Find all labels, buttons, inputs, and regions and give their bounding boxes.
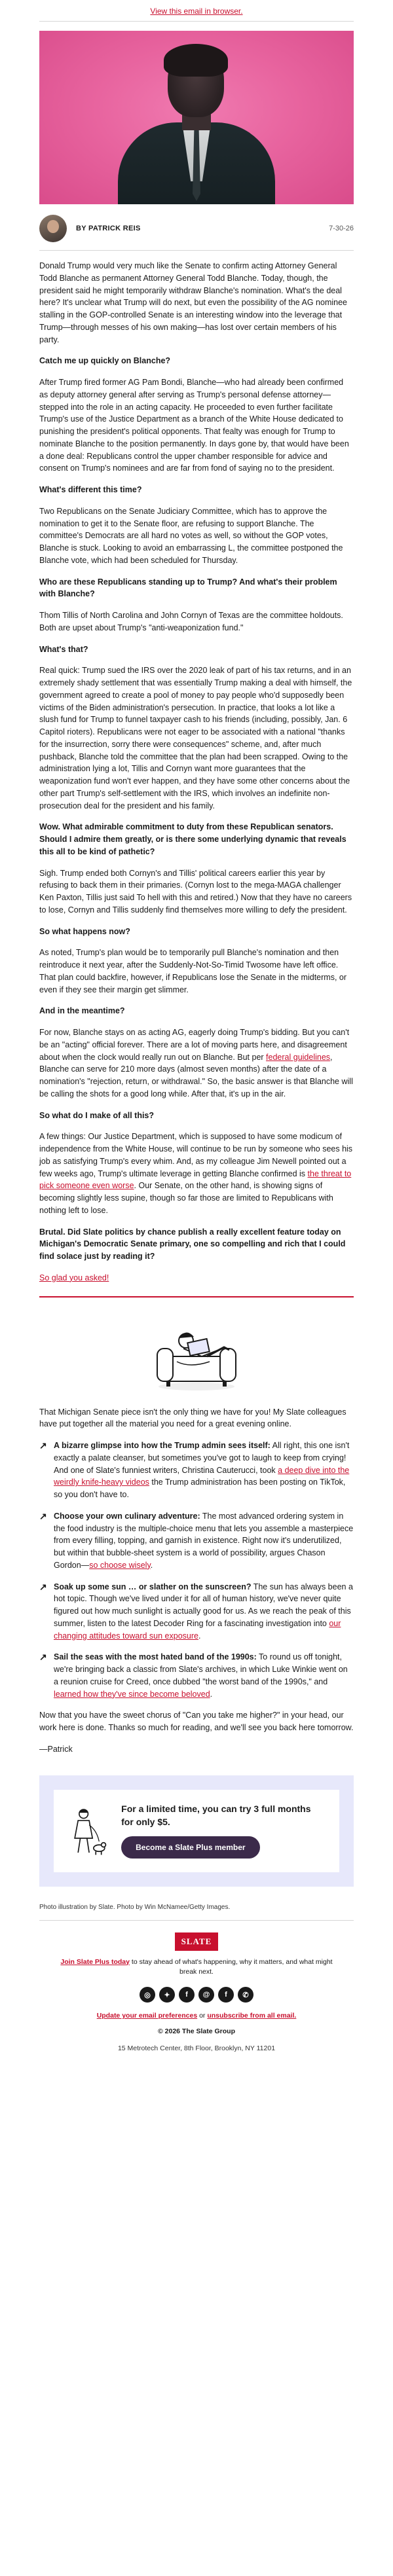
answer-7-text-b: , Blanche can serve for 210 more days (almost seven months) after the date of a nomination's "rejection, return, or withdrawal." So, the basic answer is that Blanche will be calling the shots for a good long while. After that, it's up in the air. xyxy=(39,1052,353,1098)
question-2: What's different this time? xyxy=(39,485,142,494)
question-4: What's that? xyxy=(39,644,88,654)
worse-pick-link[interactable]: the threat to pick someone even worse xyxy=(39,1169,352,1191)
join-plus-link[interactable]: Join Slate Plus today xyxy=(60,1957,130,1966)
federal-guidelines-link[interactable]: federal guidelines xyxy=(266,1052,331,1062)
list-item xyxy=(39,1581,354,1642)
facebook-icon[interactable]: f xyxy=(218,1987,234,2003)
reading-illustration xyxy=(0,1316,393,1394)
logo-row xyxy=(0,1932,393,1951)
roundup-item-body-a: All right, this one isn't exactly a palate cleanser, but sometimes you've got to laugh to keep from crying! And one of Slate's funniest writers, Christina Cauterucci, took xyxy=(54,1441,350,1475)
question-9: Brutal. Did Slate politics by chance publish a really excellent feature today on Michigan's Democratic Senate primary, one so compelling and rich that I could find solace just by reading it? xyxy=(39,1227,346,1261)
answer-8-text-b: . Our Senate, on the other hand, is showing signs of becoming slightly less supine, though so far those are limited to Republicans with nothing left to lose. xyxy=(39,1181,333,1215)
unsubscribe-link[interactable]: unsubscribe from all email. xyxy=(207,2012,297,2020)
question-1: Catch me up quickly on Blanche? xyxy=(39,356,171,366)
answer-8-text-a: A few things: Our Justice Department, which is supposed to have some modicum of independence from the White House, will continue to be run by someone who sees his job as satisfying Trump's every whim. And, as my colleague Jim Newell pointed out a few weeks ago, Trump's ultimate leverage in getting Blanche confirmed is xyxy=(39,1132,353,1178)
closing-text: Now that you have the sweet chorus of "Can you take me higher?" in your head, our work here is done. Thanks so much for reading, and we'll see you back here tomorrow. xyxy=(39,1711,354,1732)
question-3: Who are these Republicans standing up to Trump? And what's their problem with Blanche? xyxy=(39,577,337,599)
article-body xyxy=(39,260,354,1284)
answer-4: Real quick: Trump sued the IRS over the 2020 leak of part of his tax returns, and in an extremely shady settlement that was essentially Trump making a deal with himself, the government agreed to create a pool of money to pay people who'd supposedly been victims of the Biden administration's persecution. In practice, that looks a lot like a slush fund for Trump to funnel taxpayer cash to his friends (including, possibly, Jan. 6 Capitol rioters). Republicans were not eager to be associated with a national "thanks for the insurrection, sorry there were consequences" scheme, and, after much pushback, Blanche told the committee that the plan had been scrapped. Owing to the administration lying a lot, Tillis and Cornyn want more guarantees that the weaponization fund won't ever happen, and they have some other concerns about the other part Trump's self-settlement with the IRS, which involves an indefinite non-prosecution deal for the president and his family. xyxy=(39,666,352,810)
answer-3: Thom Tillis of North Carolina and John Cornyn of Texas are the committee holdouts. Both are upset about Trump's "anti-weaponization fund." xyxy=(39,611,343,632)
roundup-item-body-b: the Trump administration has been posting on TikTok, so you don't have to. xyxy=(54,1478,346,1499)
question-8: So what do I make of all this? xyxy=(39,1110,155,1120)
top-divider xyxy=(39,21,354,22)
answer-1: After Trump fired former AG Pam Bondi, Blanche—who had already been confirmed as deputy attorney general after serving as Trump's personal defense attorney—stepped into the role in an acting capacity. He proceeded to even further facilitate Trump's use of the Justice Department as a branch of the White House dedicated to punishing the president's political opponents. That fealty was enough for Trump to nominate Blanche to the position permanently. In days gone by, that would have been a done deal: Republicans control the upper chamber responsible for advice and consent on Trump's nominees and are far from fond of saying no to the president. xyxy=(39,378,349,473)
roundup-item-title: Sail the seas with the most hated band of the 1990s: xyxy=(54,1652,257,1662)
person-with-dog-icon xyxy=(68,1802,107,1860)
roundup-item-body-a: The sun has always been a hot topic. Though we've lived under it for all of human history, we've never quite figured out how much sunlight is actually good for us. As we reach the peak of this summer, listen to the latest Decoder Ring for a fascinating investigation into xyxy=(54,1582,353,1628)
bluesky-icon[interactable]: ✦ xyxy=(159,1987,175,2003)
roundup-item-title: A bizarre glimpse into how the Trump admin sees itself: xyxy=(54,1441,271,1450)
answer-5: Sigh. Trump ended both Cornyn's and Tillis' political careers earlier this year by refusing to back them in their primaries. (Cornyn lost to the mega-MAGA challenger Ken Paxton, Tillis just said To hell with this and retired.) Now that they have no careers to lose, Cornyn and Tillis suddenly find themselves more willing to defy the president. xyxy=(39,868,352,915)
copyright: © 2026 The Slate Group xyxy=(157,2027,236,2035)
michigan-feature-link[interactable]: So glad you asked! xyxy=(39,1273,109,1282)
prefs-or-text: or xyxy=(197,2012,208,2020)
join-plus-text xyxy=(59,1957,334,1978)
arrow-icon: ↗ xyxy=(39,1652,47,1663)
roundup-item-text xyxy=(54,1440,354,1501)
social-links xyxy=(0,1987,393,2003)
arrow-icon: ↗ xyxy=(39,1510,47,1521)
byline xyxy=(39,215,354,251)
arrow-icon: ↗ xyxy=(39,1440,47,1451)
mailing-address: 15 Metrotech Center, 8th Floor, Brooklyn, NY 11201 xyxy=(117,2044,276,2052)
answer-7 xyxy=(39,1026,354,1100)
list-item xyxy=(39,1651,354,1700)
promo-headline: For a limited time, you can try 3 full months for only $5. xyxy=(121,1803,311,1827)
answer-8 xyxy=(39,1131,354,1216)
signoff xyxy=(39,1709,354,1755)
roundup-item-body-a: To round us off tonight, we're bringing back a classic from Slate's archives, in which Luke Winkie went on a reunion cruise for Creed, once dubbed "the worst band of the 1990s," and xyxy=(54,1652,348,1686)
author-name: BY PATRICK REIS xyxy=(76,225,141,232)
roundup-item-body-b: . xyxy=(210,1689,213,1699)
roundup-item-title: Choose your own culinary adventure: xyxy=(54,1511,200,1521)
hero-figure-hair xyxy=(164,44,228,77)
question-7: And in the meantime? xyxy=(39,1006,125,1016)
update-preferences-link[interactable]: Update your email preferences xyxy=(96,2012,198,2020)
roundup-item-link[interactable]: our changing attitudes toward sun exposure xyxy=(54,1618,341,1641)
slate-logo[interactable]: SLATE xyxy=(175,1932,219,1951)
answer-6: As noted, Trump's plan would be to temporarily pull Blanche's nomination and then reintroduce it next year, after the Suddenly-Not-So-Timid Twosome have left office. That plan could backfire, however, if Republicans lose the Senate in the midterms, or even if they see their margin get slimmer. xyxy=(39,948,347,994)
promo-card xyxy=(54,1790,339,1872)
arrow-icon: ↗ xyxy=(39,1581,47,1592)
answer-7-text-a: For now, Blanche stays on as acting AG, eagerly doing Trump's bidding. But you can't be an "acting" official forever. There are a lot of moving parts here, and disagreement about when the clock would really run out on Blanche. But per xyxy=(39,1028,350,1062)
whatsapp-icon[interactable]: ✆ xyxy=(238,1987,253,2003)
list-item xyxy=(39,1440,354,1501)
roundup-item-text xyxy=(54,1651,354,1700)
evening-roundup xyxy=(39,1406,354,1701)
hero-image xyxy=(39,31,354,204)
slate-plus-promo xyxy=(39,1775,354,1887)
facebook-icon[interactable]: f xyxy=(179,1987,195,2003)
join-plus-body: to stay ahead of what's happening, why it matters, and what might break next. xyxy=(130,1957,333,1976)
photo-credit: Photo illustration by Slate. Photo by Win McNamee/Getty Images. xyxy=(39,1904,354,1921)
roundup-item-text xyxy=(54,1510,354,1572)
answer-2: Two Republicans on the Senate Judiciary Committee, which has to approve the nomination to get it to the Senate floor, are refusing to support Blanche. The committee's Democrats are all hard no votes as well, so without the GOP votes, Blanche is stuck. Looking to avoid an embarrassing L, the committee postponed the Blanche vote, which had been scheduled for Thursday. xyxy=(39,506,343,565)
roundup-item-text xyxy=(54,1581,354,1642)
view-in-browser-bar xyxy=(0,0,393,21)
roundup-item-link[interactable]: so choose wisely xyxy=(89,1560,151,1570)
author-avatar xyxy=(39,215,67,242)
publish-date: 7-30-26 xyxy=(329,225,354,232)
section-divider xyxy=(39,1296,354,1297)
list-item xyxy=(39,1510,354,1572)
roundup-item-link[interactable]: a deep dive into the weirdly knife-heavy videos xyxy=(54,1465,350,1487)
question-6: So what happens now? xyxy=(39,926,130,936)
roundup-item-body-a: The most advanced ordering system in the food industry is the multiple-choice menu that lets you assemble a masterpiece from every filling, topping, and garnish in existence. Right now it's underutilized, but within that bubble-sheet system is a world of possibility, argues Chason Gordon— xyxy=(54,1511,354,1570)
email-preferences xyxy=(0,2012,393,2020)
roundup-item-title: Soak up some sun … or slather on the sunscreen? xyxy=(54,1582,252,1591)
roundup-intro: That Michigan Senate piece isn't the only thing we have for you! My Slate colleagues have put together all the material you need for a great evening online. xyxy=(39,1407,346,1429)
article-intro: Donald Trump would very much like the Senate to confirm acting Attorney General Todd Blanche as permanent Attorney General Todd Blanche. Today, though, the president said he might temporarily withdraw Blanche's nomination. What's the deal here? It's unclear what Trump will do next, but even the possibility of the AG nominee stalling in the GOP-controlled Senate is an interesting window into the leverage that Trump—through messes of his own making—has lost over certain members of his party. xyxy=(39,261,348,344)
promo-text-block xyxy=(121,1803,325,1859)
person-reading-icon xyxy=(151,1316,242,1394)
view-in-browser-link[interactable]: View this email in browser. xyxy=(150,7,243,16)
threads-icon[interactable]: @ xyxy=(198,1987,214,2003)
instagram-icon[interactable]: ◎ xyxy=(140,1987,155,2003)
roundup-item-body-b: . xyxy=(150,1560,153,1570)
roundup-item-body-b: . xyxy=(198,1631,201,1641)
become-member-button[interactable]: Become a Slate Plus member xyxy=(121,1836,259,1859)
question-5: Wow. What admirable commitment to duty from these Republican senators. Should I admire them greatly, or is there some underlying dynamic that reveals this all to be kind of pathetic? xyxy=(39,822,346,856)
answer-9 xyxy=(39,1272,354,1284)
roundup-item-link[interactable]: learned how they've since become beloved xyxy=(54,1689,210,1699)
signature: —Patrick xyxy=(39,1744,73,1754)
